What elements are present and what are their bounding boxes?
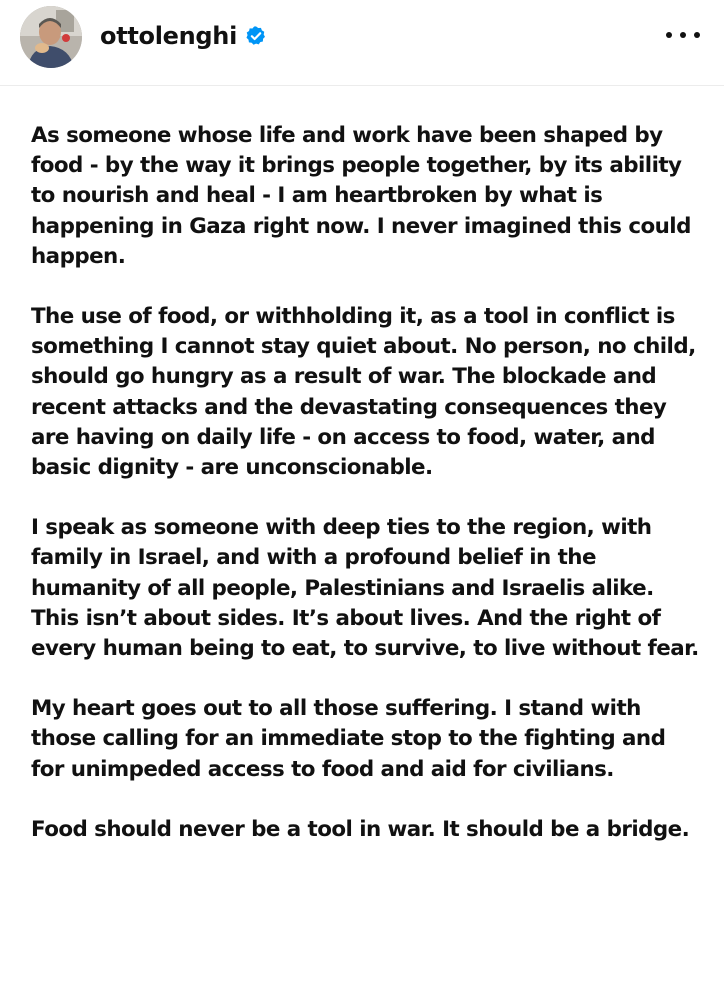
username-row	[100, 20, 267, 52]
avatar-image	[20, 6, 82, 68]
caption-paragraph-1: As someone whose life and work have been shaped by food - by the way it brings people together, by its ability to nourish and heal - I am heartbroken by what is happening in Gaza right now. I never imagined this could happen.	[31, 123, 691, 269]
more-options-icon[interactable]	[666, 22, 700, 48]
caption-paragraph-5: Food should never be a tool in war. It should be a bridge.	[31, 816, 690, 842]
more-dot	[666, 32, 672, 38]
more-dot	[694, 32, 700, 38]
profile-avatar[interactable]	[20, 6, 82, 68]
caption-paragraph-3: I speak as someone with deep ties to the region, with family in Israel, and with a profound belief in the humanity of all people, Palestinians and Israelis alike. This isn’t about sides. It’s about lives. And the right of every human being to eat, to survive, to live without fear.	[31, 515, 699, 662]
caption-paragraph-2: The use of food, or withholding it, as a tool in conflict is something I cannot stay quiet about. No person, no child, should go hungry as a result of war. The blockade and recent attacks and the devastating consequences they are having on daily life - on access to food, water, and basic dignity - are unconscionable.	[31, 304, 696, 481]
username[interactable]: ottolenghi	[100, 22, 238, 50]
caption-paragraph-4: My heart goes out to all those suffering. I stand with those calling for an immediate stop to the fighting and for unimpeded access to food and aid for civilians.	[31, 696, 666, 782]
more-dot	[680, 32, 686, 38]
verified-badge-icon	[245, 25, 267, 47]
post-header	[0, 0, 724, 86]
post-caption	[31, 121, 703, 875]
